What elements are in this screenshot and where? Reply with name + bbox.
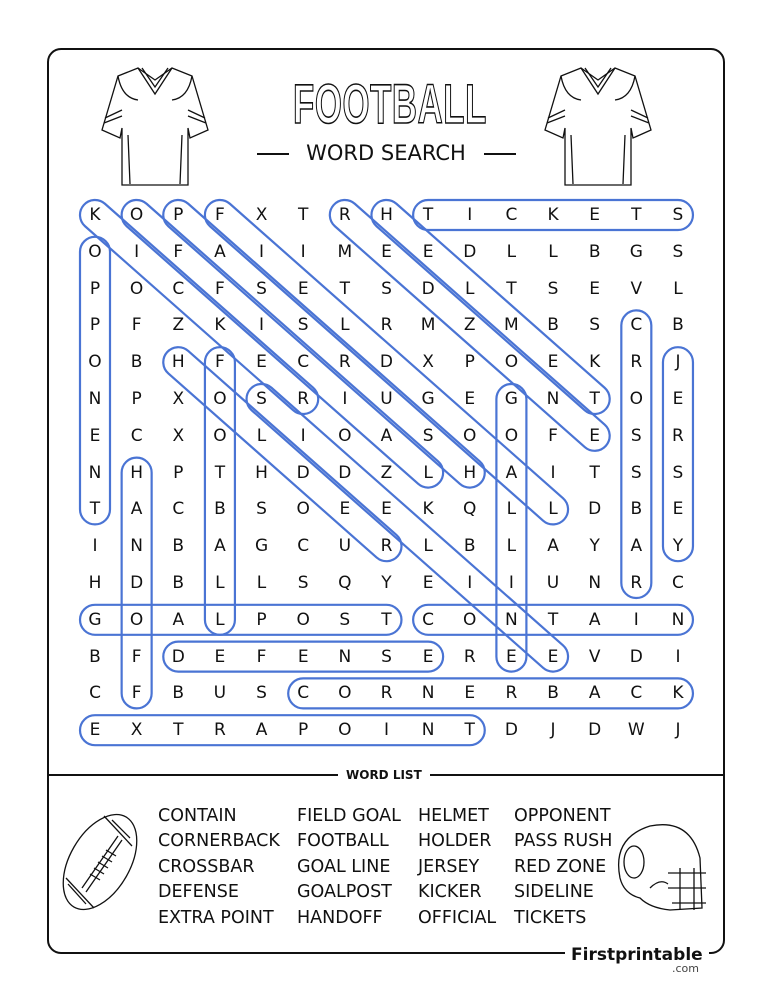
grid-cell[interactable]: A — [130, 499, 143, 520]
grid-cell[interactable]: T — [631, 205, 642, 225]
grid-cell[interactable]: A — [588, 683, 601, 704]
grid-cell[interactable]: P — [256, 609, 267, 630]
grid-cell[interactable]: X — [130, 720, 143, 741]
word-list-item: GOAL LINE — [297, 857, 391, 877]
grid-cell[interactable]: A — [380, 425, 393, 446]
grid-cell[interactable]: T — [381, 609, 392, 630]
grid-cell[interactable]: O — [463, 425, 477, 446]
grid-cell[interactable]: S — [672, 462, 684, 483]
page-subtitle: WORD SEARCH — [306, 141, 466, 165]
grid-cell[interactable]: R — [380, 683, 393, 704]
word-list-item: CONTAIN — [158, 806, 237, 826]
grid-cell[interactable]: I — [300, 241, 306, 262]
grid-cell[interactable]: J — [550, 720, 556, 741]
grid-cell[interactable]: E — [214, 646, 226, 667]
football-icon — [52, 808, 148, 916]
grid-cell[interactable]: I — [675, 646, 681, 667]
grid-cell[interactable]: O — [213, 425, 227, 446]
grid-cell[interactable]: Z — [172, 315, 185, 336]
grid-cell[interactable]: C — [130, 425, 143, 446]
word-list-item: JERSEY — [418, 857, 480, 877]
word-list-item: HANDOFF — [297, 908, 383, 928]
grid-cell[interactable]: E — [256, 352, 267, 373]
word-list-item: KICKER — [418, 882, 482, 902]
grid-cell[interactable]: T — [589, 462, 600, 483]
grid-cell[interactable]: E — [672, 499, 684, 520]
grid-cell[interactable]: L — [548, 499, 558, 520]
grid-cell[interactable]: E — [422, 241, 434, 262]
grid-cell[interactable]: B — [463, 536, 476, 557]
grid-cell[interactable]: L — [506, 536, 517, 557]
grid-cell[interactable]: E — [339, 499, 351, 520]
grid-cell[interactable]: N — [546, 389, 560, 409]
grid-cell[interactable]: R — [297, 389, 310, 409]
grid-cell[interactable]: G — [421, 389, 435, 409]
grid-cell[interactable]: R — [630, 573, 643, 593]
grid-cell[interactable]: F — [131, 683, 142, 704]
brand-logo: Firstprintable — [565, 944, 709, 966]
brand-suffix: .com — [672, 962, 699, 975]
grid-cell[interactable]: E — [422, 573, 434, 593]
grid-cell[interactable]: I — [134, 241, 140, 262]
grid-cell[interactable]: B — [89, 646, 101, 667]
word-list-item: GOALPOST — [297, 882, 392, 902]
grid-cell[interactable]: B — [172, 683, 185, 704]
grid-cell[interactable]: P — [464, 352, 475, 373]
grid-cell[interactable]: B — [130, 352, 143, 373]
grid-cell[interactable]: I — [633, 609, 639, 630]
grid-cell[interactable]: L — [673, 278, 683, 299]
grid-cell[interactable]: P — [173, 462, 184, 483]
grid-cell[interactable]: N — [671, 609, 685, 630]
grid-cell[interactable]: O — [296, 499, 310, 520]
grid-cell[interactable]: R — [672, 425, 684, 446]
grid-cell[interactable]: R — [338, 205, 351, 225]
word-list-item: FIELD GOAL — [297, 806, 401, 826]
found-word-highlight — [240, 378, 574, 678]
grid-cell[interactable]: H — [380, 205, 393, 225]
grid-cell[interactable]: E — [297, 278, 309, 299]
grid-cell[interactable]: O — [213, 389, 227, 409]
grid-cell[interactable]: O — [338, 425, 352, 446]
grid-cell[interactable]: L — [256, 573, 267, 593]
grid-cell[interactable]: N — [130, 536, 143, 557]
grid-cell[interactable]: E — [672, 389, 684, 409]
word-list-item: OFFICIAL — [418, 908, 497, 928]
grid-cell[interactable]: Y — [589, 536, 600, 557]
grid-cell[interactable]: R — [463, 646, 476, 667]
grid-cell[interactable]: H — [255, 462, 268, 483]
grid-cell[interactable]: C — [297, 683, 310, 704]
grid-cell[interactable]: R — [505, 683, 518, 704]
grid-cell[interactable]: U — [338, 536, 352, 557]
grid-cell[interactable]: G — [88, 609, 102, 630]
grid-cell[interactable]: F — [256, 646, 267, 667]
grid-cell[interactable]: I — [508, 573, 514, 593]
word-list-item: CROSSBAR — [158, 857, 255, 877]
grid-cell[interactable]: H — [171, 352, 185, 373]
grid-cell[interactable]: I — [259, 241, 265, 262]
grid-cell[interactable]: L — [506, 499, 517, 520]
grid-cell[interactable]: S — [256, 278, 267, 299]
grid-cell[interactable]: F — [215, 205, 225, 225]
grid-cell[interactable]: S — [672, 205, 684, 225]
grid-cell[interactable]: E — [89, 720, 101, 741]
grid-cell[interactable]: Q — [463, 499, 477, 520]
grid-cell[interactable]: T — [589, 389, 600, 409]
word-list-item: HELMET — [418, 806, 489, 826]
grid-cell[interactable]: F — [173, 241, 184, 262]
grid-cell[interactable]: D — [463, 241, 477, 262]
grid-cell[interactable]: E — [381, 241, 392, 262]
grid-cell[interactable]: S — [672, 241, 684, 262]
grid-cell[interactable]: D — [171, 646, 185, 667]
grid-cell[interactable]: N — [338, 646, 352, 667]
grid-cell[interactable]: U — [546, 573, 560, 593]
grid-cell[interactable]: C — [630, 683, 643, 704]
grid-cell[interactable]: T — [506, 278, 517, 299]
grid-cell[interactable]: C — [297, 536, 310, 557]
grid-cell[interactable]: A — [214, 536, 226, 557]
grid-cell[interactable]: E — [464, 389, 476, 409]
grid-cell[interactable]: B — [172, 536, 185, 557]
found-word-highlight — [157, 194, 491, 494]
grid-cell[interactable]: K — [672, 683, 684, 704]
grid-cell[interactable]: U — [380, 389, 393, 409]
found-word-highlight — [365, 194, 616, 420]
grid-cell[interactable]: E — [589, 425, 601, 446]
grid-cell[interactable]: S — [256, 389, 267, 409]
grid-cell[interactable]: D — [421, 278, 435, 299]
grid-cell[interactable]: E — [547, 352, 559, 373]
grid-cell[interactable]: B — [172, 573, 185, 593]
grid-cell[interactable]: B — [588, 241, 601, 262]
grid-cell[interactable]: R — [380, 536, 393, 557]
grid-cell[interactable]: S — [297, 315, 309, 336]
grid-cell[interactable]: R — [338, 352, 351, 373]
grid-cell[interactable]: F — [131, 315, 142, 336]
grid-cell[interactable]: E — [89, 425, 101, 446]
grid-cell[interactable]: A — [588, 609, 601, 630]
grid-cell[interactable]: T — [89, 499, 101, 520]
grid-cell[interactable]: O — [88, 241, 102, 262]
word-list-item: DEFENSE — [158, 882, 239, 902]
grid-cell[interactable]: Z — [463, 315, 476, 336]
grid-cell[interactable]: D — [588, 720, 602, 741]
word-list-item: CORNERBACK — [158, 831, 280, 851]
grid-cell[interactable]: S — [630, 425, 642, 446]
grid-cell[interactable]: L — [548, 241, 558, 262]
word-list-item: OPPONENT — [514, 806, 611, 826]
grid-cell[interactable]: P — [131, 389, 142, 409]
grid-cell[interactable]: A — [505, 462, 518, 483]
grid-cell[interactable]: L — [215, 609, 225, 630]
grid-cell[interactable]: M — [504, 315, 519, 336]
grid-cell[interactable]: N — [421, 720, 435, 741]
grid-cell[interactable]: M — [337, 241, 353, 262]
grid-cell[interactable]: T — [422, 205, 434, 225]
grid-cell[interactable]: T — [547, 609, 559, 630]
grid-cell[interactable]: B — [547, 315, 559, 336]
grid-cell[interactable]: L — [423, 462, 433, 483]
grid-cell[interactable]: H — [88, 573, 102, 593]
grid-cell[interactable]: J — [675, 720, 681, 741]
grid-cell[interactable]: V — [630, 278, 643, 299]
grid-cell[interactable]: P — [173, 205, 184, 225]
grid-cell[interactable]: K — [422, 499, 434, 520]
grid-cell[interactable]: F — [215, 278, 225, 299]
grid-cell[interactable]: G — [504, 389, 518, 409]
grid-cell[interactable]: H — [130, 462, 144, 483]
grid-cell[interactable]: F — [548, 425, 558, 446]
grid-cell[interactable]: X — [422, 352, 434, 373]
grid-cell[interactable]: R — [214, 720, 226, 741]
grid-cell[interactable]: N — [421, 683, 435, 704]
grid-cell[interactable]: S — [256, 499, 267, 520]
grid-cell[interactable]: K — [214, 315, 226, 336]
grid-cell[interactable]: I — [342, 389, 348, 409]
word-list-item: RED ZONE — [514, 857, 607, 877]
grid-cell[interactable]: D — [504, 720, 518, 741]
grid-cell[interactable]: T — [297, 205, 309, 225]
grid-cell[interactable]: E — [589, 278, 601, 299]
grid-cell[interactable]: F — [215, 352, 225, 373]
grid-cell[interactable]: O — [88, 352, 102, 373]
grid-cell[interactable]: B — [630, 499, 643, 520]
grid-cell[interactable]: C — [89, 683, 101, 704]
grid-cell[interactable]: A — [255, 720, 268, 741]
grid-cell[interactable]: S — [589, 315, 601, 336]
grid-cell[interactable]: L — [340, 315, 350, 336]
grid-cell[interactable]: S — [422, 425, 434, 446]
grid-cell[interactable]: G — [629, 241, 643, 262]
grid-cell[interactable]: L — [506, 241, 517, 262]
grid-cell[interactable]: S — [547, 278, 559, 299]
grid-cell[interactable]: I — [383, 720, 389, 741]
grid-cell[interactable]: R — [380, 315, 393, 336]
grid-cell[interactable]: Y — [381, 573, 392, 593]
grid-cell[interactable]: L — [256, 425, 267, 446]
grid-cell[interactable]: D — [629, 646, 643, 667]
word-list-item: SIDELINE — [514, 882, 594, 902]
grid-cell[interactable]: K — [547, 205, 559, 225]
grid-cell[interactable]: C — [505, 205, 518, 225]
grid-cell[interactable]: A — [547, 536, 559, 557]
grid-cell[interactable]: X — [172, 389, 185, 409]
grid-cell[interactable]: F — [131, 646, 142, 667]
grid-cell[interactable]: R — [630, 352, 643, 373]
found-word-highlight — [115, 194, 449, 494]
grid-cell[interactable]: G — [254, 536, 269, 557]
grid-cell[interactable]: J — [675, 352, 681, 373]
grid-cell[interactable]: E — [464, 683, 476, 704]
grid-cell[interactable]: W — [627, 720, 645, 741]
found-word-highlight — [74, 194, 325, 420]
grid-cell[interactable]: C — [630, 315, 643, 336]
word-list-item: PASS RUSH — [514, 831, 613, 851]
grid-cell[interactable]: C — [297, 352, 310, 373]
grid-cell[interactable]: P — [89, 278, 101, 299]
grid-cell[interactable]: E — [506, 646, 517, 667]
word-list-label: WORD LIST — [338, 766, 430, 784]
grid-cell[interactable]: L — [423, 536, 433, 557]
grid-cell[interactable]: T — [173, 720, 184, 741]
grid-cell[interactable]: A — [172, 609, 185, 630]
grid-cell[interactable]: H — [463, 462, 477, 483]
grid-cell[interactable]: I — [259, 315, 265, 336]
grid-cell[interactable]: O — [129, 609, 144, 630]
grid-cell[interactable]: S — [381, 278, 392, 299]
grid-cell[interactable]: M — [420, 315, 436, 336]
grid-cell[interactable]: S — [381, 646, 392, 667]
grid-cell[interactable]: D — [130, 573, 144, 593]
grid-cell[interactable]: I — [92, 536, 98, 557]
grid-cell[interactable]: S — [339, 609, 351, 630]
grid-cell[interactable]: O — [338, 720, 352, 741]
grid-cell[interactable]: O — [338, 683, 352, 704]
word-list-item: FOOTBALL — [297, 831, 389, 851]
grid-cell[interactable]: I — [550, 462, 556, 483]
grid-cell[interactable]: C — [422, 609, 435, 630]
grid-cell[interactable]: V — [588, 646, 601, 667]
found-word-highlight — [663, 347, 693, 561]
grid-cell[interactable]: C — [172, 499, 185, 520]
grid-cell[interactable]: E — [381, 499, 392, 520]
grid-cell[interactable]: T — [464, 720, 475, 741]
word-list-item: TICKETS — [514, 908, 587, 928]
grid-cell[interactable]: E — [297, 646, 309, 667]
grid-cell[interactable]: S — [256, 683, 267, 704]
grid-cell[interactable]: S — [297, 573, 309, 593]
grid-cell[interactable]: I — [467, 205, 473, 225]
grid-cell[interactable]: D — [379, 352, 394, 373]
found-word-highlight — [157, 341, 408, 567]
grid-cell[interactable]: N — [505, 609, 518, 630]
grid-cell[interactable]: I — [467, 573, 473, 593]
grid-cell[interactable]: O — [296, 609, 310, 630]
grid-cell[interactable]: N — [88, 462, 102, 483]
grid-cell[interactable]: B — [547, 683, 559, 704]
grid-cell[interactable]: C — [672, 573, 684, 593]
word-list-item: HOLDER — [418, 831, 492, 851]
grid-cell[interactable]: Y — [672, 536, 684, 557]
grid-cell[interactable]: Q — [338, 573, 352, 593]
grid-cell[interactable]: O — [504, 352, 519, 373]
grid-cell[interactable]: D — [588, 499, 602, 520]
grid-cell[interactable]: E — [422, 646, 434, 667]
grid-cell[interactable]: O — [504, 425, 519, 446]
grid-cell[interactable]: A — [630, 536, 643, 557]
grid-cell[interactable]: O — [129, 205, 144, 225]
grid-cell[interactable]: T — [339, 278, 351, 299]
grid-cell[interactable]: Z — [380, 462, 393, 483]
grid-cell[interactable]: P — [298, 720, 309, 741]
grid-cell[interactable]: O — [129, 278, 144, 299]
grid-cell[interactable]: D — [338, 462, 352, 483]
page-title: FOOTBALL — [293, 72, 487, 135]
grid-cell[interactable]: K — [589, 352, 601, 373]
grid-cell[interactable]: S — [630, 462, 642, 483]
grid-cell[interactable]: O — [629, 389, 643, 409]
grid-cell[interactable]: O — [463, 609, 477, 630]
grid-cell[interactable]: E — [589, 205, 601, 225]
grid-cell[interactable]: D — [296, 462, 310, 483]
grid-cell[interactable]: B — [672, 315, 684, 336]
grid-cell[interactable]: L — [215, 573, 225, 593]
grid-cell[interactable]: P — [89, 315, 101, 336]
grid-cell[interactable]: N — [588, 573, 602, 593]
grid-cell[interactable]: I — [300, 425, 306, 446]
grid-cell[interactable]: X — [172, 425, 185, 446]
helmet-icon — [610, 818, 710, 918]
grid-cell[interactable]: B — [214, 499, 226, 520]
grid-cell[interactable]: T — [214, 462, 226, 483]
grid-cell[interactable]: C — [172, 278, 185, 299]
grid-cell[interactable]: X — [255, 205, 268, 225]
grid-cell[interactable]: K — [89, 205, 101, 225]
grid-cell[interactable]: U — [213, 683, 227, 704]
grid-cell[interactable]: N — [88, 389, 102, 409]
grid-cell[interactable]: A — [214, 241, 226, 262]
word-list-item: EXTRA POINT — [158, 908, 274, 928]
grid-cell[interactable]: L — [465, 278, 475, 299]
grid-cell[interactable]: E — [547, 646, 559, 667]
